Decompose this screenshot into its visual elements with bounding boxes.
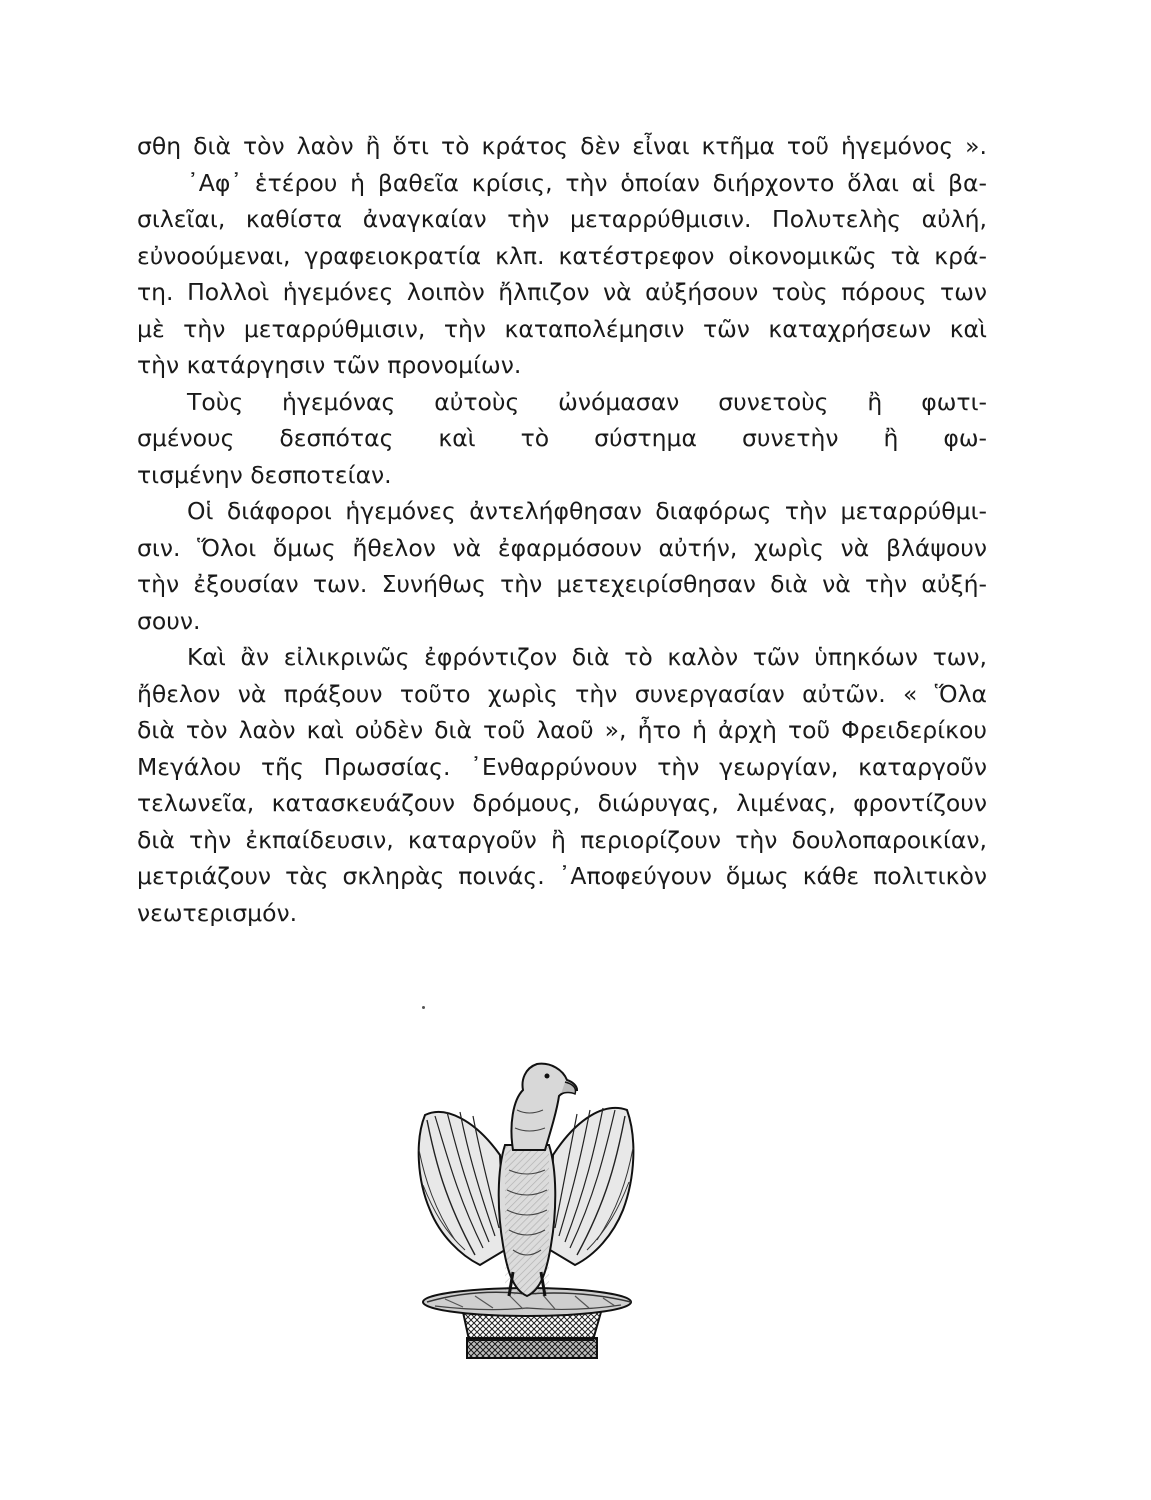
eagle-statue-icon — [405, 1050, 645, 1365]
text-line: τισμένην δεσποτείαν. — [137, 460, 392, 489]
print-speck — [422, 1006, 425, 1009]
text-line: σουν. — [137, 606, 201, 635]
left-wing — [419, 1112, 505, 1265]
body-text — [137, 128, 987, 931]
eagle-body — [499, 1145, 556, 1296]
text-line: διὰ τὴν ἐκπαίδευσιν, καταργοῦν ἢ περιορίζουν τὴν δουλοπαροικίαν, — [137, 825, 987, 854]
text-line: σιν. Ὅλοι ὅμως ἤθελον νὰ ἐφαρμόσουν αὐτήν, χωρὶς νὰ βλάψουν — [137, 533, 987, 562]
text-line: σμένους δεσπότας καὶ τὸ σύστημα συνετὴν ἢ φω- — [137, 424, 987, 452]
text-line: μετριάζουν τὰς σκληρὰς ποινάς. ᾿Αποφεύγουν ὅμως κάθε πολιτικὸν — [137, 862, 987, 890]
text-line: εὐνοούμεναι, γραφειοκρατία κλπ. κατέστρεφον οἰκονομικῶς τὰ κρά- — [137, 241, 987, 270]
text-line: διὰ τὸν λαὸν καὶ οὐδὲν διὰ τοῦ λαοῦ », ἦτο ἡ ἀρχὴ τοῦ Φρειδερίκου — [137, 716, 987, 744]
text-line: τη. Πολλοὶ ἡγεμόνες λοιπὸν ἤλπιζον νὰ αὐξήσουν τοὺς πόρους των — [137, 278, 987, 306]
text-line: ἤθελον νὰ πράξουν τοῦτο χωρὶς τὴν συνεργασίαν αὐτῶν. « Ὅλα — [137, 679, 987, 708]
text-line: Τοὺς ἡγεμόνας αὐτοὺς ὠνόμασαν συνετοὺς ἢ φωτι- — [187, 387, 987, 416]
text-line: τελωνεῖα, κατασκευάζουν δρόμους, διώρυγας, λιμένας, φροντίζουν — [137, 789, 987, 817]
text-line: μὲ τὴν μεταρρύθμισιν, τὴν καταπολέμησιν τῶν καταχρήσεων καὶ — [137, 314, 987, 343]
text-line: τὴν κατάργησιν τῶν προνομίων. — [137, 351, 522, 379]
text-line: Καὶ ἂν εἰλικρινῶς ἐφρόντιζον διὰ τὸ καλὸν τῶν ὑπηκόων των, — [187, 643, 987, 671]
text-line: τὴν ἐξουσίαν των. Συνήθως τὴν μετεχειρίσθησαν διὰ νὰ τὴν αὐξή- — [137, 570, 987, 598]
text-line: νεωτερισμόν. — [137, 898, 298, 927]
text-line: σιλεῖαι, καθίστα ἀναγκαίαν τὴν μεταρρύθμισιν. Πολυτελὴς αὐλή, — [137, 205, 987, 233]
text-line: σθη διὰ τὸν λαὸν ἢ ὅτι τὸ κράτος δὲν εἶναι κτῆμα τοῦ ἡγεμόνος ». — [137, 132, 987, 160]
right-wing — [550, 1108, 633, 1265]
text-line: Οἱ διάφοροι ἡγεμόνες ἀντελήφθησαν διαφόρως τὴν μεταρρύθμι- — [187, 497, 987, 525]
text-line: ᾿Αφ᾽ ἑτέρου ἡ βαθεῖα κρίσις, τὴν ὁποίαν διήρχοντο ὅλαι αἱ βα- — [187, 168, 987, 197]
plinth — [463, 1312, 601, 1358]
text-line: Μεγάλου τῆς Πρωσσίας. ᾿Ενθαρρύνουν τὴν γεωργίαν, καταργοῦν — [137, 752, 987, 781]
